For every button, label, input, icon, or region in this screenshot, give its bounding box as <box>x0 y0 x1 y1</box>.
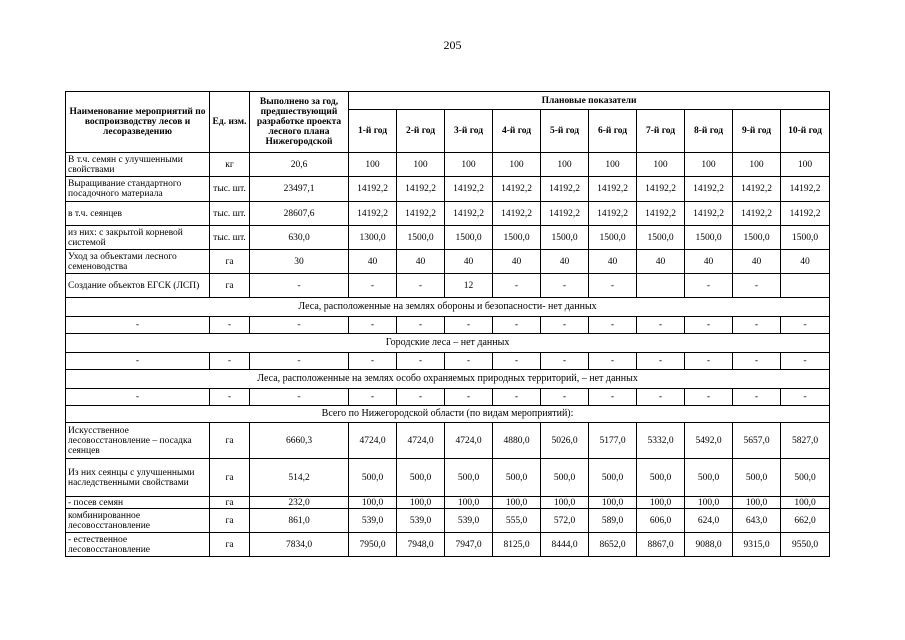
row-activity: из них: с закрытой корневой системой <box>66 226 210 250</box>
row-value: 500,0 <box>589 459 637 497</box>
row-value: 100,0 <box>685 497 733 509</box>
empty-row <box>66 353 830 370</box>
row-value: 14192,2 <box>685 177 733 202</box>
row-done: 232,0 <box>250 497 349 509</box>
row-value: 40 <box>781 250 830 274</box>
row-unit: га <box>210 497 250 509</box>
row-value: 14192,2 <box>445 202 493 226</box>
row-value: 500,0 <box>781 459 830 497</box>
section-title: Леса, расположенные на землях особо охраняемых природных территорий, – нет данных <box>66 370 830 389</box>
row-value: 8867,0 <box>637 533 685 557</box>
row-value: - <box>493 274 541 298</box>
dash-cell: - <box>445 389 493 406</box>
row-unit: тыс. шт. <box>210 202 250 226</box>
table-row <box>66 226 830 250</box>
row-value: 606,0 <box>637 509 685 533</box>
row-value: 40 <box>637 250 685 274</box>
row-value: 12 <box>445 274 493 298</box>
section-title: Всего по Нижегородской области (по видам мероприятий): <box>66 406 830 423</box>
row-value: 100 <box>349 153 397 177</box>
dash-cell: - <box>637 353 685 370</box>
row-value: 14192,2 <box>493 177 541 202</box>
dash-cell: - <box>493 317 541 334</box>
row-value: 5827,0 <box>781 423 830 459</box>
row-value: - <box>589 274 637 298</box>
section-row <box>66 298 830 317</box>
table-row <box>66 202 830 226</box>
row-value: 555,0 <box>493 509 541 533</box>
row-value: 500,0 <box>637 459 685 497</box>
section-row <box>66 334 830 353</box>
row-value: 1500,0 <box>733 226 781 250</box>
dash-cell: - <box>637 389 685 406</box>
row-value: 14192,2 <box>397 202 445 226</box>
row-value: 40 <box>685 250 733 274</box>
empty-row <box>66 389 830 406</box>
dash-cell: - <box>66 317 210 334</box>
row-value: 500,0 <box>733 459 781 497</box>
row-value: 100 <box>541 153 589 177</box>
header-year: 1-й год <box>349 110 397 153</box>
row-value: 40 <box>493 250 541 274</box>
row-done: 6660,3 <box>250 423 349 459</box>
row-value: 14192,2 <box>541 202 589 226</box>
table-row <box>66 250 830 274</box>
header-year: 10-й год <box>781 110 830 153</box>
row-value: 40 <box>589 250 637 274</box>
dash-cell: - <box>733 389 781 406</box>
row-unit: га <box>210 459 250 497</box>
row-activity: Уход за объектами лесного семеноводства <box>66 250 210 274</box>
row-value: 4724,0 <box>349 423 397 459</box>
row-value: 500,0 <box>493 459 541 497</box>
row-unit: га <box>210 533 250 557</box>
row-value: 100,0 <box>541 497 589 509</box>
row-value: 500,0 <box>349 459 397 497</box>
row-value: 40 <box>445 250 493 274</box>
empty-row <box>66 317 830 334</box>
row-value: 100 <box>589 153 637 177</box>
dash-cell: - <box>493 389 541 406</box>
dash-cell: - <box>210 353 250 370</box>
header-year: 7-й год <box>637 110 685 153</box>
row-value: 7948,0 <box>397 533 445 557</box>
header-year: 6-й год <box>589 110 637 153</box>
dash-cell: - <box>493 353 541 370</box>
row-value: 539,0 <box>349 509 397 533</box>
dash-cell: - <box>685 317 733 334</box>
dash-cell: - <box>397 389 445 406</box>
row-done: 861,0 <box>250 509 349 533</box>
row-value: 40 <box>349 250 397 274</box>
dash-cell: - <box>445 353 493 370</box>
dash-cell: - <box>733 317 781 334</box>
row-value: 100 <box>637 153 685 177</box>
header-done: Выполнено за год, предшествующий разработке проекта лесного плана Нижегородской <box>250 92 349 153</box>
dash-cell: - <box>250 389 349 406</box>
row-value: 14192,2 <box>589 177 637 202</box>
dash-cell: - <box>397 353 445 370</box>
dash-cell: - <box>210 317 250 334</box>
table-row <box>66 423 830 459</box>
row-value: 5177,0 <box>589 423 637 459</box>
dash-cell: - <box>733 353 781 370</box>
dash-cell: - <box>250 317 349 334</box>
row-value: 14192,2 <box>445 177 493 202</box>
dash-cell: - <box>210 389 250 406</box>
row-value: 1500,0 <box>397 226 445 250</box>
row-value: 14192,2 <box>349 202 397 226</box>
row-value: 100,0 <box>349 497 397 509</box>
row-value: 4880,0 <box>493 423 541 459</box>
row-done: 28607,6 <box>250 202 349 226</box>
dash-cell: - <box>781 317 830 334</box>
row-value: 8125,0 <box>493 533 541 557</box>
dash-cell: - <box>685 353 733 370</box>
row-value: 8444,0 <box>541 533 589 557</box>
dash-cell: - <box>349 353 397 370</box>
row-value: 40 <box>541 250 589 274</box>
row-value: 100,0 <box>493 497 541 509</box>
dash-cell: - <box>589 317 637 334</box>
row-unit: га <box>210 509 250 533</box>
row-value: 100 <box>781 153 830 177</box>
row-value: 539,0 <box>445 509 493 533</box>
row-value: 624,0 <box>685 509 733 533</box>
row-value: 100 <box>685 153 733 177</box>
row-value: 100,0 <box>781 497 830 509</box>
row-value: 4724,0 <box>397 423 445 459</box>
row-unit: га <box>210 423 250 459</box>
table-row <box>66 533 830 557</box>
row-activity: Создание объектов ЕГСК (ЛСП) <box>66 274 210 298</box>
row-value: 100,0 <box>733 497 781 509</box>
row-value: 9315,0 <box>733 533 781 557</box>
dash-cell: - <box>250 353 349 370</box>
row-done: 30 <box>250 250 349 274</box>
row-value: 40 <box>733 250 781 274</box>
row-value: 8652,0 <box>589 533 637 557</box>
header-year: 3-й год <box>445 110 493 153</box>
header-year: 8-й год <box>685 110 733 153</box>
row-value: 14192,2 <box>637 202 685 226</box>
table-row <box>66 153 830 177</box>
dash-cell: - <box>685 389 733 406</box>
dash-cell: - <box>445 317 493 334</box>
row-value: 14192,2 <box>397 177 445 202</box>
header-year: 4-й год <box>493 110 541 153</box>
table-row <box>66 497 830 509</box>
row-unit: га <box>210 274 250 298</box>
row-value: 14192,2 <box>637 177 685 202</box>
dash-cell: - <box>349 389 397 406</box>
row-done: 23497,1 <box>250 177 349 202</box>
section-row <box>66 406 830 423</box>
row-activity: комбинированное лесовосстановление <box>66 509 210 533</box>
row-value: 14192,2 <box>733 202 781 226</box>
row-activity: Выращивание стандартного посадочного материала <box>66 177 210 202</box>
row-value: 1500,0 <box>541 226 589 250</box>
row-value: 1500,0 <box>685 226 733 250</box>
row-value: 14192,2 <box>589 202 637 226</box>
row-value: 14192,2 <box>349 177 397 202</box>
dash-cell: - <box>781 389 830 406</box>
row-value: - <box>541 274 589 298</box>
row-value: 4724,0 <box>445 423 493 459</box>
table-row <box>66 274 830 298</box>
table-row <box>66 509 830 533</box>
dash-cell: - <box>397 317 445 334</box>
row-activity: Искусственное лесовосстановление – посадка сеянцев <box>66 423 210 459</box>
row-done: 20,6 <box>250 153 349 177</box>
row-value: 14192,2 <box>685 202 733 226</box>
row-value: 500,0 <box>541 459 589 497</box>
row-value: 14192,2 <box>781 202 830 226</box>
row-value: 14192,2 <box>541 177 589 202</box>
row-value: 662,0 <box>781 509 830 533</box>
row-value: 1500,0 <box>637 226 685 250</box>
header-year: 2-й год <box>397 110 445 153</box>
row-value <box>781 274 830 298</box>
row-value: 100 <box>733 153 781 177</box>
forest-plan-table <box>65 91 830 557</box>
dash-cell: - <box>589 389 637 406</box>
row-unit: тыс. шт. <box>210 226 250 250</box>
row-activity: Из них сеянцы с улучшенными наследственными свойствами <box>66 459 210 497</box>
row-value: 7950,0 <box>349 533 397 557</box>
page-number: 205 <box>443 38 462 52</box>
header-unit: Ед. изм. <box>210 92 250 153</box>
row-value: 572,0 <box>541 509 589 533</box>
section-title: Леса, расположенные на землях обороны и безопасности- нет данных <box>66 298 830 317</box>
row-activity: В т.ч. семян с улучшенными свойствами <box>66 153 210 177</box>
dash-cell: - <box>541 317 589 334</box>
row-done: - <box>250 274 349 298</box>
row-value: 14192,2 <box>781 177 830 202</box>
row-value: 5026,0 <box>541 423 589 459</box>
row-unit: тыс. шт. <box>210 177 250 202</box>
row-done: 7834,0 <box>250 533 349 557</box>
row-value: - <box>397 274 445 298</box>
row-value: 500,0 <box>397 459 445 497</box>
dash-cell: - <box>66 353 210 370</box>
section-row <box>66 370 830 389</box>
row-value: 5332,0 <box>637 423 685 459</box>
row-value: 100,0 <box>397 497 445 509</box>
dash-cell: - <box>637 317 685 334</box>
row-value: 14192,2 <box>733 177 781 202</box>
row-value: 539,0 <box>397 509 445 533</box>
row-activity: в т.ч. сеянцев <box>66 202 210 226</box>
dash-cell: - <box>589 353 637 370</box>
header-year: 9-й год <box>733 110 781 153</box>
row-value: 100 <box>445 153 493 177</box>
row-value: 100 <box>397 153 445 177</box>
row-value <box>637 274 685 298</box>
row-value: 1500,0 <box>781 226 830 250</box>
row-done: 630,0 <box>250 226 349 250</box>
row-value: 5657,0 <box>733 423 781 459</box>
row-unit: га <box>210 250 250 274</box>
row-value: 500,0 <box>445 459 493 497</box>
row-value: 1300,0 <box>349 226 397 250</box>
table-row <box>66 459 830 497</box>
dash-cell: - <box>541 353 589 370</box>
row-value: 40 <box>397 250 445 274</box>
row-value: 100,0 <box>445 497 493 509</box>
row-value: 1500,0 <box>589 226 637 250</box>
row-value: - <box>685 274 733 298</box>
header-activity: Наименование мероприятий по воспроизводству лесов и лесоразведению <box>66 92 210 153</box>
row-value: 500,0 <box>685 459 733 497</box>
row-value: 7947,0 <box>445 533 493 557</box>
table-row <box>66 177 830 202</box>
dash-cell: - <box>541 389 589 406</box>
row-done: 514,2 <box>250 459 349 497</box>
row-unit: кг <box>210 153 250 177</box>
row-value: 9088,0 <box>685 533 733 557</box>
row-value: 1500,0 <box>493 226 541 250</box>
row-activity: - естественное лесовосстановление <box>66 533 210 557</box>
row-value: 100,0 <box>589 497 637 509</box>
dash-cell: - <box>781 353 830 370</box>
row-value: 100 <box>493 153 541 177</box>
section-title: Городские леса – нет данных <box>66 334 830 353</box>
row-value: 589,0 <box>589 509 637 533</box>
row-value: 14192,2 <box>493 202 541 226</box>
row-value: - <box>733 274 781 298</box>
row-activity: - посев семян <box>66 497 210 509</box>
dash-cell: - <box>66 389 210 406</box>
row-value: 1500,0 <box>445 226 493 250</box>
row-value: 5492,0 <box>685 423 733 459</box>
row-value: 643,0 <box>733 509 781 533</box>
dash-cell: - <box>349 317 397 334</box>
row-value: 100,0 <box>637 497 685 509</box>
header-year: 5-й год <box>541 110 589 153</box>
row-value: 9550,0 <box>781 533 830 557</box>
header-plan: Плановые показатели <box>349 92 830 110</box>
row-value: - <box>349 274 397 298</box>
